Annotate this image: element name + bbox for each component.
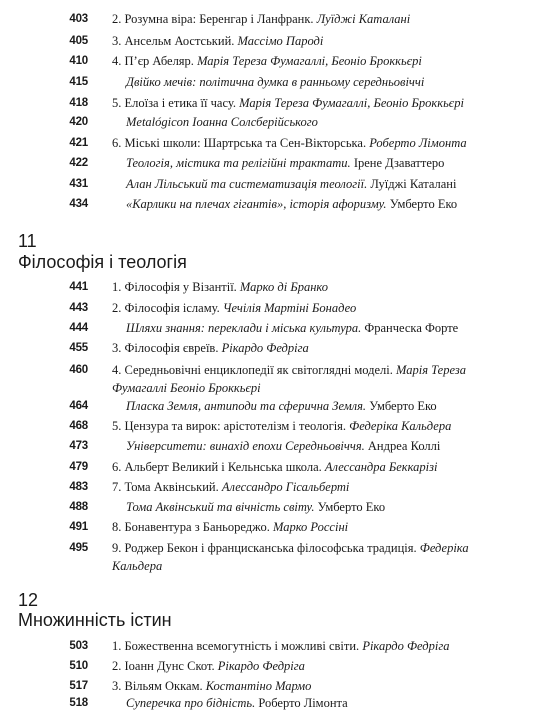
subentry-title: «Карлики на плечах гігантів», історія афоризму. (126, 197, 390, 211)
author: Марія Тереза Фумагаллі Беоніо Броккьєрі (112, 363, 466, 395)
page-number: 518 (69, 697, 88, 709)
entry-text: 4. П’єр Абеляр. Марія Тереза Фумагаллі, Беоніо Броккьєрі (112, 54, 422, 68)
page-number: 434 (69, 198, 88, 210)
entry-text (126, 694, 502, 712)
chapter-number: 11 (18, 231, 37, 251)
entry-text: 3. Філософія євреїв. Рікардо Федріга (112, 341, 309, 355)
author: Массімо Пароді (237, 34, 324, 48)
author: Костантіно Мармо (205, 679, 312, 693)
page-number: 431 (69, 178, 88, 190)
author: Ірене Дзаваттеро (353, 156, 445, 170)
entry-text (126, 113, 502, 131)
author: Чечілія Мартіні Бонадео (222, 301, 357, 315)
entry-text (126, 195, 502, 213)
author: Марія Тереза Фумагаллі, Беоніо Броккьєрі (239, 96, 464, 110)
page-number: 510 (69, 660, 88, 672)
entry-text: 5. Цензура та вирок: арістотелізм і теологія. Федеріка Кальдера (112, 419, 452, 433)
entry-text (126, 437, 502, 455)
page-number: 473 (69, 440, 88, 452)
author: Рікардо Федріга (221, 341, 309, 355)
author: Федеріка Кальдера (112, 541, 469, 573)
author: Андреа Коллі (367, 439, 441, 453)
author: Франческа Форте (364, 321, 459, 335)
entry-text: 6. Міські школи: Шартрська та Сен-Вікторська. Роберто Лімонта (112, 136, 467, 150)
page-number: 483 (69, 481, 88, 493)
entry-text: 6. Альберт Великий і Кельнська школа. Алессандра Беккарізі (112, 460, 438, 474)
page-number: 410 (69, 55, 88, 67)
page-number: 421 (69, 137, 88, 149)
entry-text: 1. Божественна всемогутність і можливі світи. Рікардо Федріга (112, 639, 450, 653)
author: Марко ді Бранко (239, 280, 329, 294)
entry-text: 3. Ансельм Аостський. Массімо Пароді (112, 34, 324, 48)
page-number: 443 (69, 302, 88, 314)
subentry-title: Суперечка про бідність. (126, 696, 259, 710)
author: Марко Россіні (272, 520, 349, 534)
entry-text (126, 319, 502, 337)
author: Луїджі Каталані (316, 12, 411, 26)
page-number: 468 (69, 420, 88, 432)
page-number: 517 (69, 680, 88, 692)
chapter-title: Філософія і теологія (18, 252, 187, 272)
subentry-title: Алан Лільський та систематизація теології. (126, 177, 371, 191)
entry-text (126, 397, 502, 415)
page-number: 418 (69, 97, 88, 109)
entry-text: 8. Бонавентура з Баньореджо. Марко Россіні (112, 520, 349, 534)
entry-text: 4. Середньовічні енциклопедії як світоглядні моделі. Марія Тереза Фумагаллі Беоніо Броккьєрі (112, 363, 466, 395)
entry-text: 5. Елоїза і етика її часу. Марія Тереза Фумагаллі, Беоніо Броккьєрі (112, 96, 464, 110)
entry-text: 2. Філософія ісламу. Чечілія Мартіні Бонадео (112, 301, 357, 315)
page-number: 441 (69, 281, 88, 293)
entry-text (126, 154, 502, 172)
subentry-title: Тома Аквінський та вічність світу. (126, 500, 318, 514)
author: Умберто Еко (389, 197, 458, 211)
page-number: 415 (69, 76, 88, 88)
subentry-title: Університети: винахід епохи Середньовіччя. (126, 439, 368, 453)
subentry-title: Теологія, містика та релігійні трактати. (126, 156, 354, 170)
page-number: 503 (69, 640, 88, 652)
entry-text (126, 175, 502, 193)
entry-text (126, 498, 502, 516)
page-number: 495 (69, 542, 88, 554)
subentry-title: Двійко мечів: політична думка в ранньому середньовіччі (126, 75, 425, 89)
page-number: 488 (69, 501, 88, 513)
entry-text: 7. Тома Аквінський. Алессандро Гісальберті (112, 480, 350, 494)
page-number: 420 (69, 116, 88, 128)
page-number: 403 (69, 13, 88, 25)
page-number: 422 (69, 157, 88, 169)
page-number: 460 (69, 364, 88, 376)
chapter-number: 12 (18, 590, 39, 610)
entry-text: 2. Розумна віра: Беренгар і Ланфранк. Луїджі Каталані (112, 12, 411, 26)
author: Алессандра Беккарізі (324, 460, 438, 474)
entry-text: 2. Іоанн Дунс Скот. Рікардо Федріга (112, 659, 305, 673)
author: Роберто Лімонта (258, 696, 348, 710)
author: Луїджі Каталані (370, 177, 457, 191)
author: Рікардо Федріга (362, 639, 450, 653)
author: Алессандро Гісальберті (221, 480, 350, 494)
author: Умберто Еко (317, 500, 386, 514)
subentry-title: Пласка Земля, антиподи та сферична Земля. (126, 399, 370, 413)
page-number: 444 (69, 322, 88, 334)
subentry-title: Шляхи знання: переклади і міська культура. (126, 321, 365, 335)
author: Марія Тереза Фумагаллі, Беоніо Броккьєрі (197, 54, 422, 68)
author: Рікардо Федріга (217, 659, 305, 673)
page-number: 491 (69, 521, 88, 533)
author: Федеріка Кальдера (349, 419, 452, 433)
author: Роберто Лімонта (369, 136, 467, 150)
entry-text: 3. Вільям Оккам. Костантіно Мармо (112, 679, 312, 693)
author: Умберто Еко (369, 399, 437, 413)
subentry-title: Metalógicon Іоанна Солсберійського (126, 115, 318, 129)
entry-text (126, 73, 502, 91)
entry-text: 9. Роджер Бекон і францисканська філософська традиція. Федеріка Кальдера (112, 541, 469, 573)
entry-text: 1. Філософія у Візантії. Марко ді Бранко (112, 280, 329, 294)
page-number: 455 (69, 342, 88, 354)
page-number: 405 (69, 35, 88, 47)
chapter-title: Множинність істин (18, 610, 172, 630)
page-number: 479 (69, 461, 88, 473)
page-number: 464 (69, 400, 88, 412)
